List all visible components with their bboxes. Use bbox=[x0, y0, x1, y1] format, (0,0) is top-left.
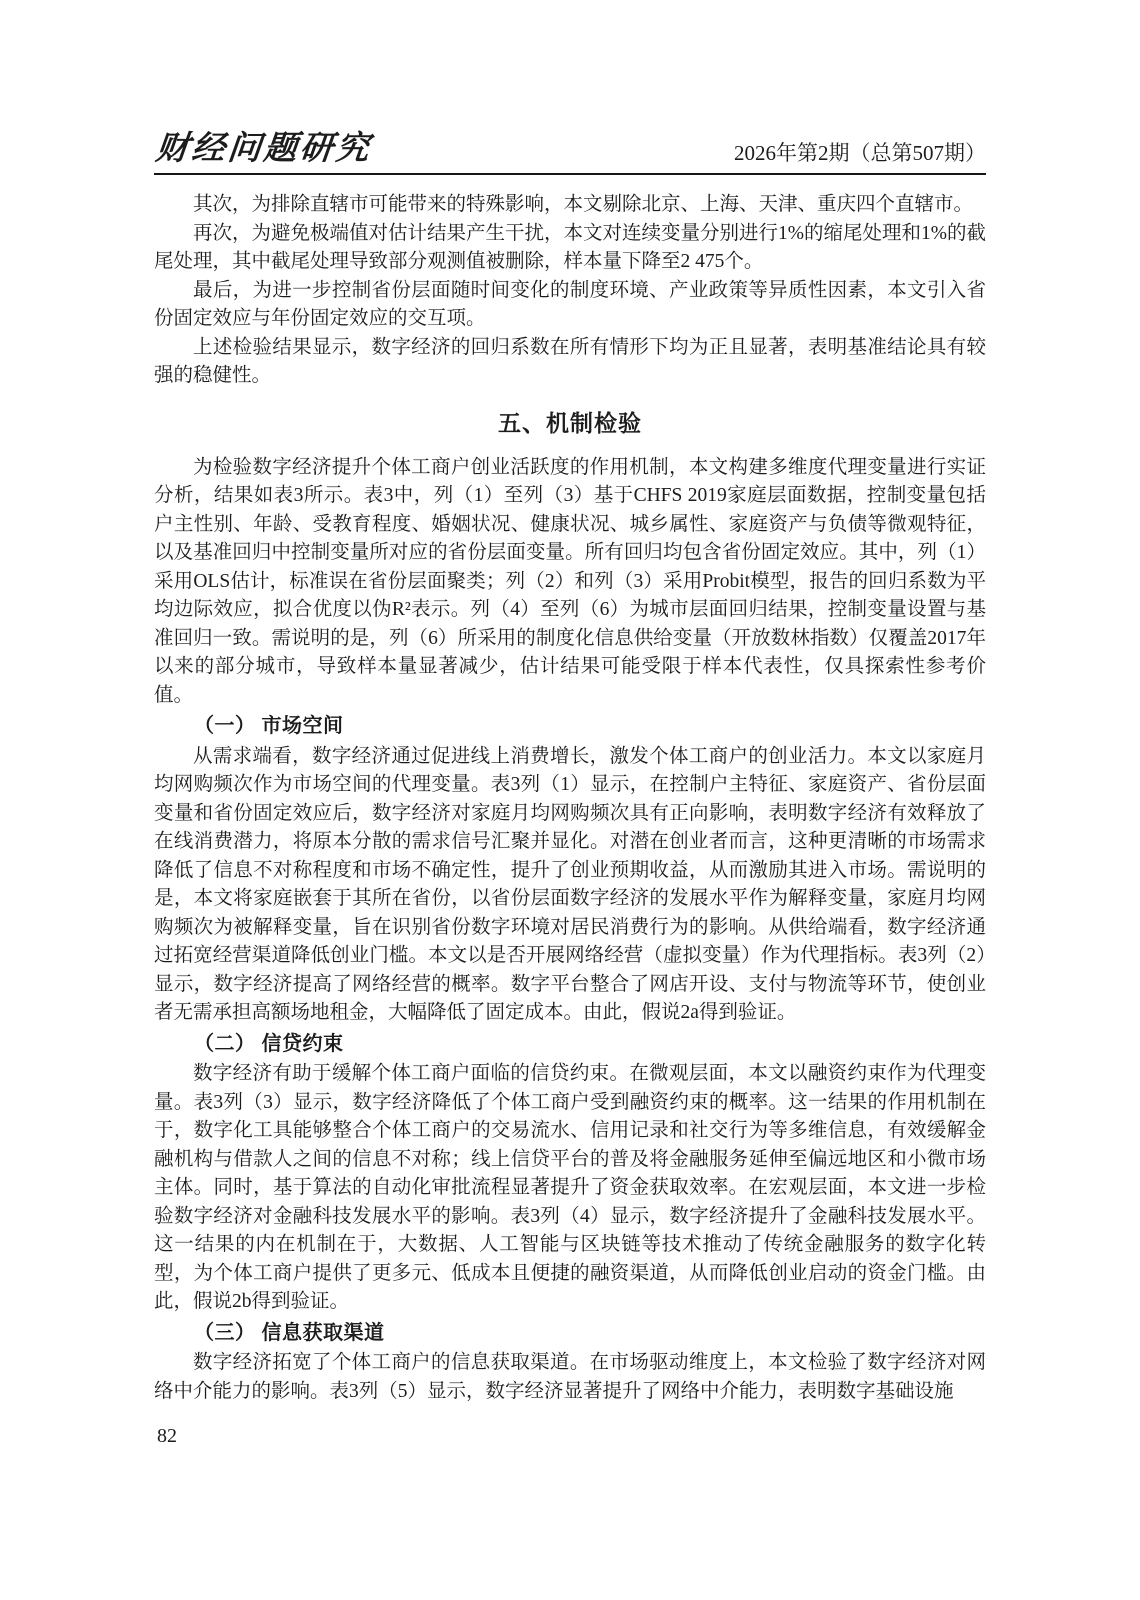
journal-logo: 财经问题研究 bbox=[153, 131, 374, 167]
subsection-heading-market-space: （一） 市场空间 bbox=[194, 715, 344, 737]
paragraph-credit-constraint: 数字经济有助于缓解个体工商户面临的信贷约束。在微观层面，本文以融资约束作为代理变量。表3列（3）显示，数字经济降低了个体工商户受到融资约束的概率。这一结果的作用机制在于，数字化工具能够整合个体工商户的交易流水、信用记录和社交行为等多维信息，有效缓解金融机构与借款人之间的信息不对称；线上信贷平台的普及将金融服务延伸至偏远地区和小微市场主体。同时，基于算法的自动化审批流程显著提升了资金获取效率。在宏观层面，本文进一步检验数字经济对金融科技发展水平的影响。表3列（4）显示，数字经济提升了金融科技发展水平。这一结果的内在机制在于，大数据、人工智能与区块链等技术推动了传统金融服务的数字化转型，为个体工商户提供了更多元、低成本且便捷的融资渠道，从而降低创业启动的资金门槛。由此，假说2b得到验证。 bbox=[154, 1063, 986, 1312]
paragraph-robustness-2: 再次，为避免极端值对估计结果产生干扰，本文对连续变量分别进行1%的缩尾处理和1%的截尾处理，其中截尾处理导致部分观测值被删除，样本量下降至2 475个。 bbox=[154, 222, 986, 272]
subsection-heading-credit-constraint: （二） 信贷约束 bbox=[194, 1032, 344, 1055]
article-body bbox=[154, 191, 986, 1406]
page-number: 82 bbox=[157, 1425, 177, 1447]
paragraph-section-intro: 为检验数字经济提升个体工商户创业活跃度的作用机制，本文构建多维度代理变量进行实证分析，结果如表3所示。表3中，列（1）至列（3）基于CHFS 2019家庭层面数据，控制变量包括户主性别、年龄、受教育程度、婚姻状况、健康状况、城乡属性、家庭资产与负债等微观特征，以及基准回归中控制变量所对应的省份层面变量。所有回归均包含省份固定效应。其中，列（1）采用OLS估计，标准误在省份层面聚类；列（2）和列（3）采用Probit模型，报告的回归系数为平均边际效应，拟合优度以伪R²表示。列（4）至列（6）为城市层面回归结果，控制变量设置与基准回归一致。需说明的是，列（6）所采用的制度化信息供给变量（开放数林指数）仅覆盖2017年以来的部分城市，导致样本量显著减少，估计结果可能受限于样本代表性，仅具探索性参考价值。 bbox=[154, 456, 986, 706]
paragraph-market-space: 从需求端看，数字经济通过促进线上消费增长，激发个体工商户的创业活力。本文以家庭月均网购频次作为市场空间的代理变量。表3列（1）显示，在控制户主特征、家庭资产、省份层面变量和省份固定效应后，数字经济对家庭月均网购频次具有正向影响，表明数字经济有效释放了在线消费潜力，将原本分散的需求信号汇聚并显化。对潜在创业者而言，这种更清晰的市场需求降低了信息不对称程度和市场不确定性，提升了创业预期收益，从而激励其进入市场。需说明的是，本文将家庭嵌套于其所在省份，以省份层面数字经济的发展水平作为解释变量，家庭月均网购频次为被解释变量，旨在识别省份数字环境对居民消费行为的影响。从供给端看，数字经济通过拓宽经营渠道降低创业门槛。本文以是否开展网络经营（虚拟变量）作为代理指标。表3列（2）显示，数字经济提高了网络经营的概率。数字平台整合了网店开设、支付与物流等环节，使创业者无需承担高额场地租金，大幅降低了固定成本。由此，假说2a得到验证。 bbox=[154, 745, 986, 1023]
paragraph-robustness-4: 上述检验结果显示，数字经济的回归系数在所有情形下均为正且显著，表明基准结论具有较强的稳健性。 bbox=[154, 336, 986, 386]
section-heading-mechanism-test: 五、机制检验 bbox=[498, 409, 642, 436]
subsection-heading-information-channel: （三） 信息获取渠道 bbox=[194, 1321, 385, 1344]
page-content bbox=[154, 128, 986, 1406]
journal-header bbox=[154, 128, 986, 175]
issue-info: 2026年第2期（总第507期） bbox=[734, 141, 986, 165]
paragraph-robustness-3: 最后，为进一步控制省份层面随时间变化的制度环境、产业政策等异质性因素，本文引入省份固定效应与年份固定效应的交互项。 bbox=[154, 279, 986, 329]
paragraph-information-channel: 数字经济拓宽了个体工商户的信息获取渠道。在市场驱动维度上，本文检验了数字经济对网络中介能力的影响。表3列（5）显示，数字经济显著提升了网络中介能力，表明数字基础设施 bbox=[154, 1352, 986, 1402]
paragraph-robustness-1: 其次，为排除直辖市可能带来的特殊影响，本文剔除北京、上海、天津、重庆四个直辖市。 bbox=[193, 194, 974, 215]
